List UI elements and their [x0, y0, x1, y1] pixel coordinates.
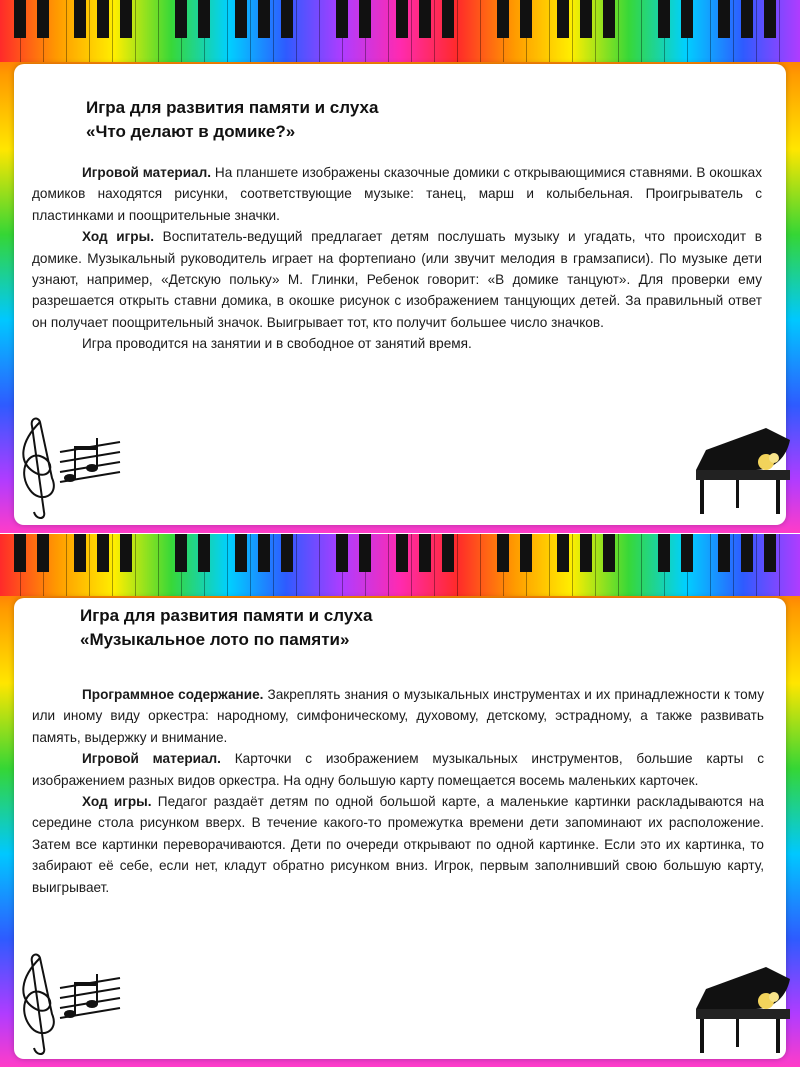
treble-clef-notes-icon: [0, 948, 130, 1058]
title-line-2: «Музыкальное лото по памяти»: [80, 630, 350, 649]
paragraph-note: Игра проводится на занятии и в свободное от занятий время.: [82, 336, 472, 352]
paragraph-material: Игровой материал. На планшете изображены сказочные домики с открывающимися ставнями. В окошках домиков находятся рисунки, соответствующие музыке: танец, марш и колыбельная. Проигрыватель с пластинками и поощрительные значки.: [32, 165, 762, 223]
game-card-1: [0, 0, 800, 533]
grand-piano-icon: [686, 420, 796, 520]
grand-piano-icon: [686, 959, 796, 1059]
game-card-2: [0, 534, 800, 1067]
title-line-2: «Что делают в домике?»: [86, 122, 296, 141]
card-title: [80, 604, 372, 652]
paragraph-program: Программное содержание. Закреплять знания о музыкальных инструментах и их принадлежности к тому или иному виду оркестра: народному, симфоническому, духовому, детскому, эстрадному, а также развивать память, выдержку и внимание.: [32, 687, 764, 745]
paragraph-game-flow: Ход игры. Воспитатель-ведущий предлагает детям послушать музыку и угадать, что происходит в домике. Музыкальный руководитель играет на фортепиано (или звучит мелодия в грамзаписи). По музыке дети узнают, например, «Детскую польку» М. Глинки, Ребенок говорит: «В домике танцуют». Для проверки ему разрешается открыть ставни домика, в окошке рисунок с изображением танцующих детей. За правильный ответ он получает поощрительный значок. Выигрывает тот, кто получит большее число значков.: [32, 229, 762, 330]
card-body: [32, 684, 764, 898]
treble-clef-notes-icon: [0, 412, 130, 522]
piano-keys-banner: [0, 534, 800, 596]
paragraph-game-flow: Ход игры. Педагог раздаёт детям по одной большой карте, а маленькие картинки раскладываются на середине стола рисунком вверх. В течение какого-то промежутка времени дети запоминают их расположение. Затем все картинки переворачиваются. Дети по очереди открывают по одной картинке. Если это их картинка, то забирают её себе, если нет, кладут обратно рисунком вниз. Игрок, первым заполнивший свою большую карту, выигрывает.: [32, 794, 764, 895]
piano-keys-banner: [0, 0, 800, 62]
paragraph-material: Игровой материал. Карточки с изображением музыкальных инструментов, большие карты с изображением разных видов оркестра. На одну большую карту помещается восемь маленьких карточек.: [32, 751, 764, 788]
title-line-1: Игра для развития памяти и слуха: [80, 606, 373, 625]
card-title: [86, 96, 378, 144]
card-body: [32, 162, 762, 355]
title-line-1: Игра для развития памяти и слуха: [86, 98, 379, 117]
